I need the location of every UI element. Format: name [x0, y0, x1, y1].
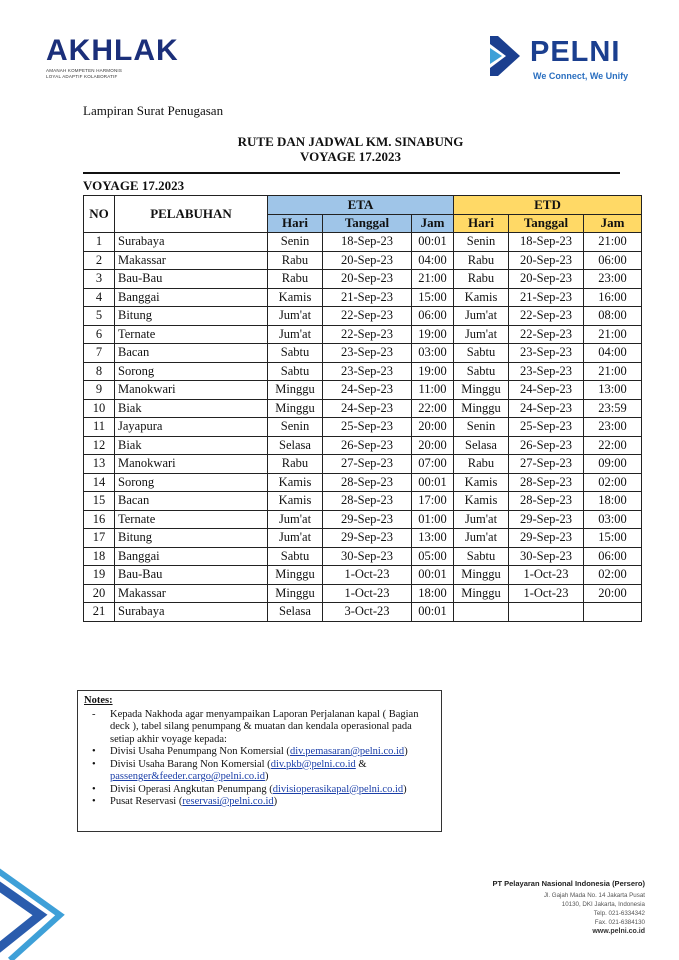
notes-item: • Pusat Reservasi (reservasi@pelni.co.id) — [92, 796, 278, 807]
cell-port: Sorong — [115, 473, 268, 492]
table-row — [84, 381, 642, 400]
cell-eta-day: Selasa — [268, 436, 323, 455]
cell-eta-day: Minggu — [268, 584, 323, 603]
cell-etd-date: 1-Oct-23 — [509, 584, 584, 603]
table-row — [84, 584, 642, 603]
cell-etd-day: Jum'at — [454, 307, 509, 326]
cell-port: Bau-Bau — [115, 270, 268, 289]
cell-no: 14 — [84, 473, 115, 492]
email-link[interactable]: divisioperasikapal@pelni.co.id — [272, 783, 404, 795]
cell-port: Jayapura — [115, 418, 268, 437]
header-etd-hari: Hari — [454, 214, 509, 233]
cell-eta-day: Kamis — [268, 473, 323, 492]
cell-eta-time: 00:01 — [412, 566, 454, 585]
cell-etd-date: 22-Sep-23 — [509, 307, 584, 326]
cell-no: 6 — [84, 325, 115, 344]
cell-etd-day: Rabu — [454, 270, 509, 289]
cell-etd-day — [454, 603, 509, 622]
cell-eta-time: 19:00 — [412, 325, 454, 344]
email-link[interactable]: passenger&feeder.cargo@pelni.co.id — [110, 771, 265, 782]
cell-etd-time: 08:00 — [584, 307, 642, 326]
table-row — [84, 307, 642, 326]
cell-etd-date: 24-Sep-23 — [509, 399, 584, 418]
cell-etd-date — [509, 603, 584, 622]
table-row — [84, 436, 642, 455]
cell-port: Manokwari — [115, 455, 268, 474]
email-link[interactable]: div.pemasaran@pelni.co.id — [289, 746, 405, 757]
cell-eta-day: Senin — [268, 418, 323, 437]
cell-eta-day: Senin — [268, 233, 323, 252]
cell-eta-date: 23-Sep-23 — [323, 362, 412, 381]
cell-eta-day: Minggu — [268, 399, 323, 418]
table-row — [84, 510, 642, 529]
cell-eta-time: 18:00 — [412, 584, 454, 603]
schedule-table — [83, 195, 642, 622]
cell-etd-day: Sabtu — [454, 344, 509, 363]
cell-etd-time: 23:00 — [584, 270, 642, 289]
cell-eta-day: Kamis — [268, 492, 323, 511]
cell-eta-time: 11:00 — [412, 381, 454, 400]
cell-etd-time: 16:00 — [584, 288, 642, 307]
table-row — [84, 251, 642, 270]
notes-list — [84, 709, 435, 809]
cell-etd-time: 06:00 — [584, 547, 642, 566]
header-eta-jam: Jam — [412, 214, 454, 233]
cell-etd-date: 22-Sep-23 — [509, 325, 584, 344]
cell-no: 13 — [84, 455, 115, 474]
header-pelabuhan: PELABUHAN — [115, 196, 268, 233]
cell-etd-time: 06:00 — [584, 251, 642, 270]
cell-eta-date: 27-Sep-23 — [323, 455, 412, 474]
cell-etd-day: Selasa — [454, 436, 509, 455]
akhlak-logo-word: AKHLAK — [46, 34, 179, 67]
cell-no: 9 — [84, 381, 115, 400]
cell-etd-day: Senin — [454, 418, 509, 437]
cell-etd-date: 28-Sep-23 — [509, 473, 584, 492]
cell-eta-day: Jum'at — [268, 510, 323, 529]
company-address-1: Jl. Gajah Mada No. 14 Jakarta Pusat — [543, 892, 645, 899]
cell-etd-time: 21:00 — [584, 362, 642, 381]
cell-etd-time: 13:00 — [584, 381, 642, 400]
company-info — [492, 879, 645, 935]
cell-eta-date: 29-Sep-23 — [323, 510, 412, 529]
cell-etd-day: Jum'at — [454, 529, 509, 548]
cell-eta-date: 22-Sep-23 — [323, 325, 412, 344]
cell-etd-date: 25-Sep-23 — [509, 418, 584, 437]
cell-no: 3 — [84, 270, 115, 289]
footer-chevron-decoration — [0, 860, 100, 960]
cell-port: Banggai — [115, 288, 268, 307]
cell-no: 20 — [84, 584, 115, 603]
voyage-label: VOYAGE 17.2023 — [83, 178, 185, 193]
cell-etd-day: Minggu — [454, 584, 509, 603]
notes-box — [77, 690, 442, 832]
cell-eta-day: Minggu — [268, 381, 323, 400]
cell-no: 8 — [84, 362, 115, 381]
cell-eta-date: 20-Sep-23 — [323, 270, 412, 289]
cell-no: 11 — [84, 418, 115, 437]
cell-etd-time: 21:00 — [584, 325, 642, 344]
cell-eta-date: 24-Sep-23 — [323, 399, 412, 418]
cell-etd-time: 04:00 — [584, 344, 642, 363]
cell-eta-date: 22-Sep-23 — [323, 307, 412, 326]
cell-etd-date: 21-Sep-23 — [509, 288, 584, 307]
cell-etd-date: 29-Sep-23 — [509, 529, 584, 548]
cell-eta-date: 25-Sep-23 — [323, 418, 412, 437]
cell-etd-time: 21:00 — [584, 233, 642, 252]
notes-item: • Divisi Usaha Penumpang Non Komersial (div.pemasaran@pelni.co.id) — [92, 746, 408, 757]
cell-no: 17 — [84, 529, 115, 548]
cell-eta-time: 07:00 — [412, 455, 454, 474]
notes-title: Notes: — [84, 695, 113, 706]
cell-no: 19 — [84, 566, 115, 585]
lampiran-label: Lampiran Surat Penugasan — [83, 103, 224, 118]
table-row — [84, 362, 642, 381]
cell-etd-time: 09:00 — [584, 455, 642, 474]
cell-eta-time: 00:01 — [412, 233, 454, 252]
company-address-2: 10130, DKI Jakarta, Indonesia — [561, 901, 645, 908]
pelni-chevron-icon — [488, 34, 524, 80]
cell-etd-date: 23-Sep-23 — [509, 362, 584, 381]
cell-eta-time: 04:00 — [412, 251, 454, 270]
cell-eta-time: 13:00 — [412, 529, 454, 548]
cell-etd-date: 26-Sep-23 — [509, 436, 584, 455]
header-eta-tanggal: Tanggal — [323, 214, 412, 233]
table-row — [84, 603, 642, 622]
cell-etd-date: 1-Oct-23 — [509, 566, 584, 585]
cell-etd-day: Sabtu — [454, 547, 509, 566]
header-eta: ETA — [268, 196, 454, 215]
cell-eta-time: 05:00 — [412, 547, 454, 566]
cell-eta-date: 28-Sep-23 — [323, 473, 412, 492]
cell-eta-day: Jum'at — [268, 325, 323, 344]
cell-eta-date: 21-Sep-23 — [323, 288, 412, 307]
cell-etd-day: Sabtu — [454, 362, 509, 381]
table-row — [84, 344, 642, 363]
header-no: NO — [84, 196, 115, 233]
cell-port: Surabaya — [115, 233, 268, 252]
cell-etd-time: 23:59 — [584, 399, 642, 418]
cell-etd-day: Minggu — [454, 399, 509, 418]
header-etd: ETD — [454, 196, 642, 215]
table-row — [84, 455, 642, 474]
notes-item: • Divisi Operasi Angkutan Penumpang (divisioperasikapal@pelni.co.id) — [92, 783, 407, 795]
cell-port: Bau-Bau — [115, 566, 268, 585]
pelni-wordmark: PELNI — [530, 36, 621, 68]
cell-port: Biak — [115, 436, 268, 455]
cell-eta-time: 03:00 — [412, 344, 454, 363]
cell-etd-day: Minggu — [454, 381, 509, 400]
cell-eta-day: Sabtu — [268, 344, 323, 363]
cell-port: Biak — [115, 399, 268, 418]
cell-eta-time: 15:00 — [412, 288, 454, 307]
cell-eta-day: Sabtu — [268, 547, 323, 566]
cell-etd-date: 30-Sep-23 — [509, 547, 584, 566]
cell-eta-time: 17:00 — [412, 492, 454, 511]
cell-port: Banggai — [115, 547, 268, 566]
cell-port: Ternate — [115, 510, 268, 529]
cell-etd-time: 02:00 — [584, 473, 642, 492]
cell-eta-date: 1-Oct-23 — [323, 584, 412, 603]
cell-eta-time: 20:00 — [412, 436, 454, 455]
cell-eta-date: 24-Sep-23 — [323, 381, 412, 400]
cell-etd-day: Minggu — [454, 566, 509, 585]
title-divider — [83, 172, 620, 174]
table-row — [84, 566, 642, 585]
cell-eta-day: Rabu — [268, 455, 323, 474]
cell-etd-time: 15:00 — [584, 529, 642, 548]
cell-eta-day: Jum'at — [268, 307, 323, 326]
table-row — [84, 288, 642, 307]
cell-port: Bitung — [115, 529, 268, 548]
cell-etd-time — [584, 603, 642, 622]
cell-etd-day: Rabu — [454, 455, 509, 474]
cell-eta-day: Kamis — [268, 288, 323, 307]
notes-intro: - Kepada Nakhoda agar menyampaikan Laporan Perjalanan kapal ( Bagian deck ), tabel silang penumpang & muatan dan kendala operasional pada setiap akhir voyage kepada: — [92, 708, 419, 745]
cell-etd-date: 29-Sep-23 — [509, 510, 584, 529]
cell-etd-date: 20-Sep-23 — [509, 270, 584, 289]
cell-no: 4 — [84, 288, 115, 307]
cell-etd-date: 27-Sep-23 — [509, 455, 584, 474]
cell-eta-day: Sabtu — [268, 362, 323, 381]
cell-etd-date: 28-Sep-23 — [509, 492, 584, 511]
cell-eta-date: 26-Sep-23 — [323, 436, 412, 455]
header-etd-tanggal: Tanggal — [509, 214, 584, 233]
doc-title: RUTE DAN JADWAL KM. SINABUNG — [237, 134, 464, 149]
akhlak-subtitle-1: AMANAH KOMPETEN HARMONIS — [46, 68, 123, 73]
cell-eta-date: 1-Oct-23 — [323, 566, 412, 585]
cell-no: 15 — [84, 492, 115, 511]
cell-eta-day: Rabu — [268, 251, 323, 270]
notes-item: • Divisi Usaha Barang Non Komersial (div.pkb@pelni.co.id & passenger&feeder.cargo@pelni.co.id) — [92, 758, 367, 782]
akhlak-logo — [46, 34, 179, 80]
cell-etd-day: Kamis — [454, 492, 509, 511]
cell-eta-day: Minggu — [268, 566, 323, 585]
cell-etd-time: 18:00 — [584, 492, 642, 511]
akhlak-subtitle-2: LOYAL ADAPTIF KOLABORATIF — [46, 74, 118, 79]
cell-eta-date: 29-Sep-23 — [323, 529, 412, 548]
cell-eta-time: 00:01 — [412, 473, 454, 492]
cell-eta-time: 21:00 — [412, 270, 454, 289]
cell-port: Bacan — [115, 492, 268, 511]
cell-port: Makassar — [115, 251, 268, 270]
cell-etd-day: Jum'at — [454, 325, 509, 344]
cell-no: 10 — [84, 399, 115, 418]
header-etd-jam: Jam — [584, 214, 642, 233]
cell-no: 21 — [84, 603, 115, 622]
cell-etd-date: 18-Sep-23 — [509, 233, 584, 252]
cell-no: 5 — [84, 307, 115, 326]
cell-eta-day: Selasa — [268, 603, 323, 622]
cell-port: Ternate — [115, 325, 268, 344]
cell-eta-time: 19:00 — [412, 362, 454, 381]
cell-etd-date: 20-Sep-23 — [509, 251, 584, 270]
cell-port: Bacan — [115, 344, 268, 363]
table-row — [84, 325, 642, 344]
table-row — [84, 233, 642, 252]
cell-port: Sorong — [115, 362, 268, 381]
email-link[interactable]: reservasi@pelni.co.id — [182, 796, 274, 807]
cell-eta-date: 18-Sep-23 — [323, 233, 412, 252]
table-row — [84, 399, 642, 418]
company-name: PT Pelayaran Nasional Indonesia (Persero) — [492, 879, 645, 888]
table-row — [84, 547, 642, 566]
cell-etd-time: 20:00 — [584, 584, 642, 603]
table-row — [84, 473, 642, 492]
pelni-tagline: We Connect, We Unify — [533, 71, 629, 81]
table-row — [84, 270, 642, 289]
cell-eta-date: 30-Sep-23 — [323, 547, 412, 566]
cell-eta-date: 28-Sep-23 — [323, 492, 412, 511]
cell-etd-day: Rabu — [454, 251, 509, 270]
cell-port: Manokwari — [115, 381, 268, 400]
table-row — [84, 529, 642, 548]
cell-etd-time: 02:00 — [584, 566, 642, 585]
cell-etd-day: Senin — [454, 233, 509, 252]
cell-no: 16 — [84, 510, 115, 529]
cell-eta-date: 20-Sep-23 — [323, 251, 412, 270]
cell-etd-date: 23-Sep-23 — [509, 344, 584, 363]
cell-etd-day: Jum'at — [454, 510, 509, 529]
cell-etd-time: 23:00 — [584, 418, 642, 437]
schedule-body — [84, 233, 642, 622]
table-row — [84, 418, 642, 437]
cell-eta-time: 06:00 — [412, 307, 454, 326]
cell-etd-time: 22:00 — [584, 436, 642, 455]
cell-eta-time: 22:00 — [412, 399, 454, 418]
cell-eta-time: 20:00 — [412, 418, 454, 437]
table-row — [84, 492, 642, 511]
cell-no: 12 — [84, 436, 115, 455]
cell-port: Makassar — [115, 584, 268, 603]
header-eta-hari: Hari — [268, 214, 323, 233]
cell-no: 7 — [84, 344, 115, 363]
company-fax: Fax. 021-6384130 — [594, 919, 645, 926]
cell-eta-time: 00:01 — [412, 603, 454, 622]
cell-eta-day: Jum'at — [268, 529, 323, 548]
doc-subtitle: VOYAGE 17.2023 — [299, 149, 402, 164]
cell-eta-time: 01:00 — [412, 510, 454, 529]
cell-port: Bitung — [115, 307, 268, 326]
cell-eta-day: Rabu — [268, 270, 323, 289]
notes-intro-text: Kepada Nakhoda agar menyampaikan Laporan Perjalanan kapal ( Bagian deck ), tabel silang penumpang & muatan dan kendala operasional pada setiap akhir voyage kepada: — [110, 708, 419, 745]
cell-no: 18 — [84, 547, 115, 566]
cell-no: 1 — [84, 233, 115, 252]
cell-etd-day: Kamis — [454, 288, 509, 307]
cell-etd-time: 03:00 — [584, 510, 642, 529]
cell-eta-date: 23-Sep-23 — [323, 344, 412, 363]
company-phone: Telp. 021-6334342 — [593, 910, 645, 917]
cell-port: Surabaya — [115, 603, 268, 622]
cell-eta-date: 3-Oct-23 — [323, 603, 412, 622]
email-link[interactable]: div.pkb@pelni.co.id — [270, 758, 356, 770]
cell-etd-day: Kamis — [454, 473, 509, 492]
pelni-logo — [488, 34, 638, 82]
company-website[interactable]: www.pelni.co.id — [592, 928, 645, 935]
cell-etd-date: 24-Sep-23 — [509, 381, 584, 400]
cell-no: 2 — [84, 251, 115, 270]
